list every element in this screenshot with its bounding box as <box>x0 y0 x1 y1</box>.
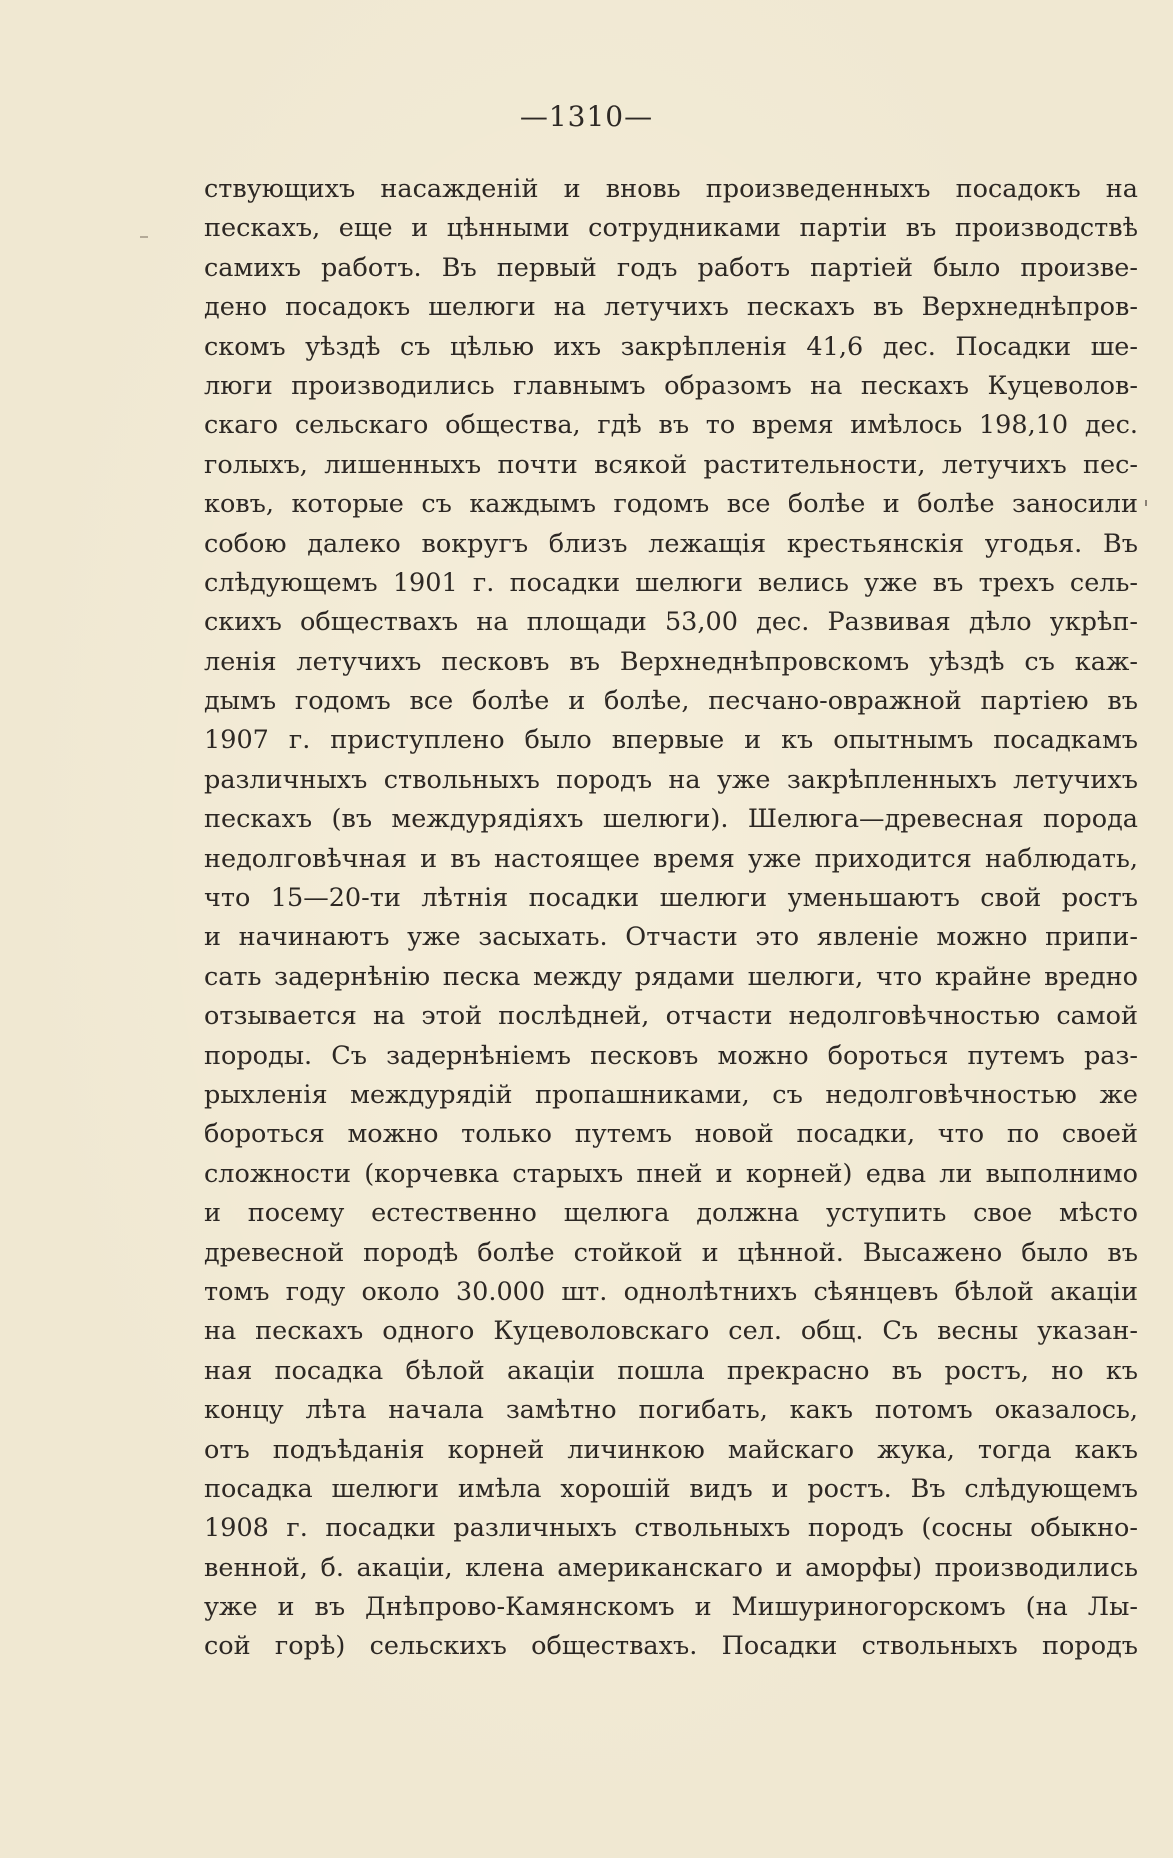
text-line-19: что 15—20-ти лѣтнія посадки шелюги уменьшаютъ свой ростъ <box>204 883 1138 914</box>
text-line-15: 1907 г. приступлено было впервые и къ опытнымъ посадкамъ <box>204 725 1138 756</box>
text-line-16: различныхъ ствольныхъ породъ на уже закрѣпленныхъ летучихъ <box>204 764 1138 795</box>
text-line-5: скомъ уѣздѣ съ цѣлью ихъ закрѣпленія 41,6 дес. Посадки ше- <box>204 331 1138 362</box>
text-line-13: ленія летучихъ песковъ въ Верхнеднѣпровскомъ уѣздѣ съ каж- <box>204 646 1138 677</box>
text-line-10: собою далеко вокругъ близъ лежащія крестьянскія угодья. Въ <box>204 528 1138 559</box>
text-line-9: ковъ, которые съ каждымъ годомъ все болѣе и болѣе заносили <box>204 489 1138 520</box>
text-line-11: слѣдующемъ 1901 г. посадки шелюги велись уже въ трехъ сель- <box>204 567 1138 598</box>
text-line-4: дено посадокъ шелюги на летучихъ пескахъ въ Верхнеднѣпров- <box>204 292 1138 323</box>
body-text <box>204 170 1138 1667</box>
text-line-24: рыхленія междурядій пропашниками, съ недолговѣчностью же <box>204 1079 1138 1110</box>
text-line-37: уже и въ Днѣпрово-Камянскомъ и Мишуриногорскомъ (на Лы- <box>204 1592 1138 1623</box>
text-line-18: недолговѣчная и въ настоящее время уже приходится наблюдать, <box>204 843 1138 874</box>
text-line-29: томъ году около 30.000 шт. однолѣтнихъ сѣянцевъ бѣлой акаціи <box>204 1276 1138 1307</box>
text-line-38: сой горѣ) сельскихъ обществахъ. Посадки ствольныхъ породъ <box>204 1631 1138 1662</box>
text-line-1: ствующихъ насажденій и вновь произведенныхъ посадокъ на <box>204 174 1138 204</box>
text-line-31: ная посадка бѣлой акаціи пошла прекрасно въ ростъ, но къ <box>204 1355 1138 1386</box>
text-line-3: самихъ работъ. Въ первый годъ работъ партіей было произве- <box>204 252 1138 283</box>
text-line-8: голыхъ, лишенныхъ почти всякой растительности, летучихъ пес- <box>204 449 1138 480</box>
text-line-7: скаго сельскаго общества, гдѣ въ то время имѣлось 198,10 дес. <box>204 410 1138 441</box>
text-line-6: люги производились главнымъ образомъ на пескахъ Куцеволов- <box>204 370 1138 401</box>
text-line-35: 1908 г. посадки различныхъ ствольныхъ породъ (сосны обыкно- <box>204 1513 1138 1544</box>
text-line-34: посадка шелюги имѣла хорошій видъ и ростъ. Въ слѣдующемъ <box>204 1473 1138 1504</box>
page-number: —1310— <box>519 100 654 133</box>
text-line-36: венной, б. акаціи, клена американскаго и аморфы) производились <box>204 1552 1138 1583</box>
text-line-12: скихъ обществахъ на площади 53,00 дес. Развивая дѣло укрѣп- <box>204 607 1138 638</box>
text-line-23: породы. Съ задернѣніемъ песковъ можно бороться путемъ раз- <box>204 1040 1138 1071</box>
margin-mark <box>1145 500 1147 506</box>
text-line-33: отъ подъѣданія корней личинкою майскаго жука, тогда какъ <box>204 1434 1138 1465</box>
text-line-14: дымъ годомъ все болѣе и болѣе, песчано-овражной партіею въ <box>204 686 1138 717</box>
text-line-20: и начинаютъ уже засыхать. Отчасти это явленіе можно припи- <box>204 922 1138 953</box>
text-line-21: сать задернѣнію песка между рядами шелюги, что крайне вредно <box>204 961 1138 992</box>
text-line-32: концу лѣта начала замѣтно погибать, какъ потомъ оказалось, <box>204 1395 1138 1426</box>
text-line-30: на пескахъ одного Куцеволовскаго сел. общ. Съ весны указан- <box>204 1316 1138 1347</box>
text-line-28: древесной породѣ болѣе стойкой и цѣнной. Высажено было въ <box>204 1237 1138 1268</box>
text-line-26: сложности (корчевка старыхъ пней и корней) едва ли выполнимо <box>204 1158 1138 1189</box>
text-line-25: бороться можно только путемъ новой посадки, что по своей <box>204 1119 1138 1150</box>
text-line-17: пескахъ (въ междурядіяхъ шелюги). Шелюга—древесная порода <box>204 804 1138 835</box>
text-line-22: отзывается на этой послѣдней, отчасти недолговѣчностью самой <box>204 1001 1138 1032</box>
text-line-27: и посему естественно щелюга должна уступить свое мѣсто <box>204 1198 1138 1229</box>
text-line-2: пескахъ, еще и цѣнными сотрудниками партіи въ производствѣ <box>204 213 1138 244</box>
margin-dash-mark <box>140 236 148 238</box>
